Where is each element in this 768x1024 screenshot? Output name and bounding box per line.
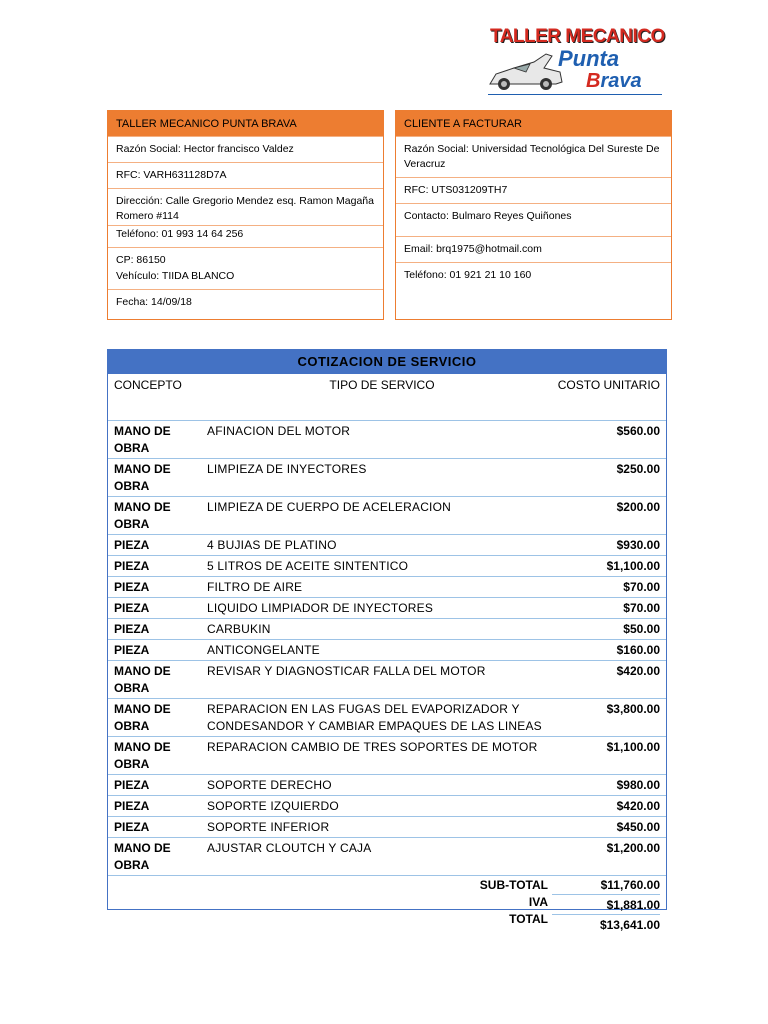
logo-underline (488, 94, 662, 95)
concept-cell: MANO DE OBRA (114, 500, 171, 531)
table-row (108, 736, 666, 774)
concept-cell: MANO DE OBRA (114, 462, 171, 493)
concept-cell: MANO DE OBRA (114, 424, 171, 455)
quote-table (107, 349, 667, 932)
cost-cell: $980.00 (616, 778, 660, 792)
quote-items (108, 420, 666, 875)
cost-cell: $450.00 (616, 820, 660, 834)
concept-cell: PIEZA (114, 538, 150, 552)
cost-cell: $560.00 (616, 424, 660, 438)
shop-cp: CP: 86150 (108, 247, 383, 268)
logo-title: TALLER MECANICO (490, 26, 665, 47)
logo-punta: Punta (558, 46, 620, 71)
cost-cell: $50.00 (623, 622, 660, 636)
client-contact: Contacto: Bulmaro Reyes Quiñones (396, 203, 671, 236)
cost-cell: $930.00 (616, 538, 660, 552)
service-cell: LIMPIEZA DE INYECTORES (207, 462, 367, 476)
cost-cell: $1,100.00 (606, 559, 660, 573)
table-row (108, 795, 666, 816)
concept-cell: MANO DE OBRA (114, 702, 171, 733)
company-logo (486, 24, 664, 98)
cost-cell: $1,200.00 (606, 841, 660, 855)
concept-cell: PIEZA (114, 601, 150, 615)
quote-column-headers (108, 374, 666, 420)
service-cell: 5 LITROS DE ACEITE SINTENTICO (207, 559, 409, 573)
logo-brava: Brava (586, 70, 642, 92)
shop-address: Dirección: Calle Gregorio Mendez esq. Ramon Magaña Romero #114 (108, 188, 383, 225)
cost-cell: $160.00 (616, 643, 660, 657)
subtotal-value: $11,760.00 (600, 878, 660, 892)
total-value: $13,641.00 (599, 918, 660, 932)
shop-phone: Teléfono: 01 993 14 64 256 (108, 225, 383, 247)
subtotal-label: SUB-TOTAL (479, 878, 548, 892)
client-email: Email: brq1975@hotmail.com (396, 236, 671, 262)
shop-date: Fecha: 14/09/18 (108, 289, 383, 319)
col-concept-header: CONCEPTO (114, 378, 182, 392)
cost-cell: $1,100.00 (606, 740, 660, 754)
concept-cell: PIEZA (114, 820, 150, 834)
shop-vehicle: Vehículo: TIIDA BLANCO (116, 270, 235, 282)
shop-info-box (107, 110, 384, 320)
service-cell: AJUSTAR CLOUTCH Y CAJA (207, 841, 372, 855)
table-row (108, 420, 666, 458)
concept-cell: MANO DE OBRA (114, 740, 171, 771)
subtotal-rule (552, 894, 660, 895)
table-row (108, 660, 666, 698)
table-row (108, 698, 666, 736)
table-row (108, 576, 666, 597)
service-cell: 4 BUJIAS DE PLATINO (207, 538, 337, 552)
client-phone: Teléfono: 01 921 21 10 160 (396, 262, 671, 288)
iva-label: IVA (528, 895, 548, 909)
shop-rfc: RFC: VARH631128D7A (108, 162, 383, 188)
table-row (108, 496, 666, 534)
concept-cell: PIEZA (114, 799, 150, 813)
cost-cell: $3,800.00 (606, 702, 660, 716)
col-cost-header: COSTO UNITARIO (557, 378, 660, 392)
concept-cell: MANO DE OBRA (114, 664, 171, 695)
shop-razon-social: Razón Social: Hector francisco Valdez (108, 136, 383, 162)
iva-rule (552, 914, 660, 915)
table-row (108, 555, 666, 576)
table-row (108, 534, 666, 555)
cost-cell: $200.00 (616, 500, 660, 514)
cost-cell: $420.00 (616, 664, 660, 678)
quote-title: COTIZACION DE SERVICIO (108, 350, 666, 374)
total-label: TOTAL (509, 912, 548, 926)
concept-cell: PIEZA (114, 622, 150, 636)
table-row (108, 837, 666, 875)
cost-cell: $70.00 (623, 580, 660, 594)
table-row (108, 597, 666, 618)
client-razon-social: Razón Social: Universidad Tecnológica Del Sureste De Veracruz (396, 136, 671, 177)
shop-info-header: TALLER MECANICO PUNTA BRAVA (108, 111, 383, 136)
service-cell: AFINACION DEL MOTOR (207, 424, 351, 438)
service-cell: LIQUIDO LIMPIADOR DE INYECTORES (207, 601, 434, 615)
service-cell: CARBUKIN (207, 622, 271, 636)
cost-cell: $420.00 (616, 799, 660, 813)
service-cell: REPARACION CAMBIO DE TRES SOPORTES DE MOTOR (207, 740, 538, 754)
table-row (108, 816, 666, 837)
table-row (108, 458, 666, 496)
cost-cell: $250.00 (616, 462, 660, 476)
service-cell: LIMPIEZA DE CUERPO DE ACELERACION (207, 500, 451, 514)
service-cell: ANTICONGELANTE (207, 643, 320, 657)
service-cell: SOPORTE IZQUIERDO (207, 799, 339, 813)
concept-cell: PIEZA (114, 580, 150, 594)
quote-totals (108, 875, 666, 936)
client-rfc: RFC: UTS031209TH7 (396, 177, 671, 203)
client-info-box (395, 110, 672, 320)
iva-value: $1,881.00 (606, 898, 660, 912)
table-row (108, 639, 666, 660)
service-cell: SOPORTE DERECHO (207, 778, 332, 792)
concept-cell: MANO DE OBRA (114, 841, 171, 872)
service-cell: FILTRO DE AIRE (207, 580, 303, 594)
concept-cell: PIEZA (114, 643, 150, 657)
service-cell: SOPORTE INFERIOR (207, 820, 330, 834)
service-cell: REVISAR Y DIAGNOSTICAR FALLA DEL MOTOR (207, 664, 486, 678)
cost-cell: $70.00 (623, 601, 660, 615)
client-info-header: CLIENTE A FACTURAR (396, 111, 671, 136)
table-row (108, 618, 666, 639)
concept-cell: PIEZA (114, 778, 150, 792)
col-type-header: TIPO DE SERVICO (329, 378, 435, 392)
service-cell: REPARACION EN LAS FUGAS DEL EVAPORIZADOR Y CONDESANDOR Y CAMBIAR EMPAQUES DE LAS LINEAS (207, 702, 542, 733)
car-icon (486, 50, 566, 94)
table-row (108, 774, 666, 795)
concept-cell: PIEZA (114, 559, 150, 573)
